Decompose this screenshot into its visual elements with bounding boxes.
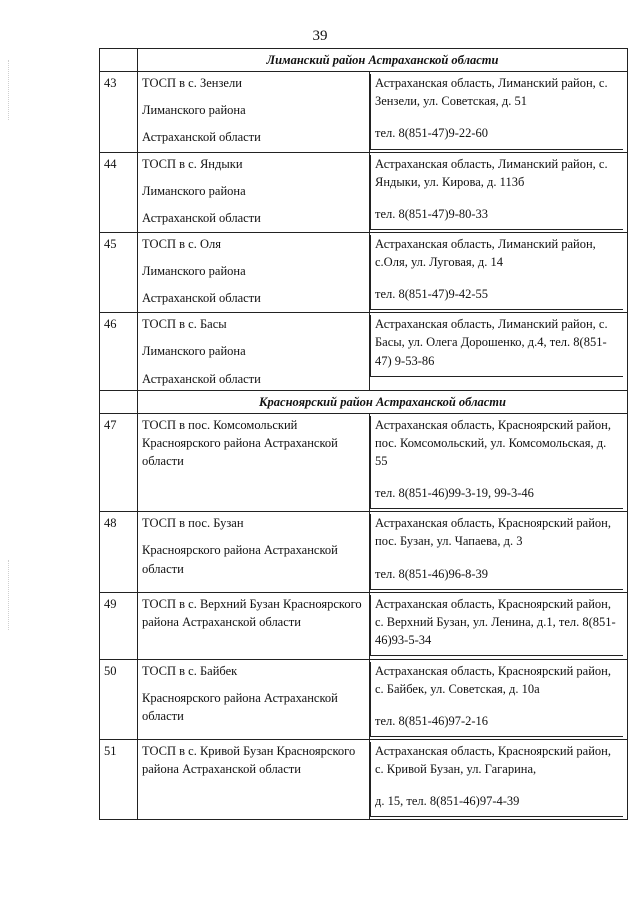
row-number: 50 [100, 659, 138, 739]
office-name-line: ТОСП в с. Байбек [142, 663, 238, 678]
address-text: Астраханская область, Лиманский район, с. Зензели, ул. Советская, д. 51 [375, 76, 608, 109]
office-name-cell [138, 592, 370, 659]
office-name-cell [138, 659, 370, 739]
office-name-line: ТОСП в с. Верхний Бузан Красноярского района Астраханской области [142, 596, 362, 629]
address-box [370, 315, 623, 376]
address-text: Астраханская область, Красноярский район, с. Кривой Бузан, ул. Гагарина, [375, 744, 611, 777]
address-box [370, 514, 623, 589]
office-name-cell [138, 740, 370, 820]
office-name-line: Лиманского района [142, 183, 246, 198]
phone-text: тел. 8(851-47)9-42-55 [375, 287, 489, 302]
phone-text: тел. 8(851-46)99-3-19, 99-3-46 [375, 486, 534, 501]
row-number: 44 [100, 152, 138, 232]
office-name-line: Красноярского района Астраханской области [142, 543, 338, 576]
phone-text: д. 15, тел. 8(851-46)97-4-39 [375, 794, 520, 809]
office-name-line: Лиманского района [142, 344, 246, 359]
row-number: 47 [100, 413, 138, 512]
office-name-line: Лиманского района [142, 264, 246, 278]
address-text: Астраханская область, Лиманский район, с. Басы, ул. Олега Дорошенко, д.4, тел. 8(851-47) 9-53-86 [375, 317, 608, 368]
table-row [100, 232, 628, 312]
section-header-row [100, 390, 628, 413]
office-name-cell [138, 413, 370, 512]
address-box [370, 74, 623, 149]
address-box [370, 662, 623, 737]
section-header-num-cell [100, 49, 138, 72]
phone-text: тел. 8(851-46)96-8-39 [375, 566, 489, 581]
address-text: Астраханская область, Лиманский район, с.Оля, ул. Луговая, д. 14 [375, 236, 596, 269]
row-number: 43 [100, 72, 138, 152]
section-header-row [100, 49, 628, 72]
table-row [100, 313, 628, 390]
row-number: 49 [100, 592, 138, 659]
office-name-cell [138, 152, 370, 232]
address-box [370, 155, 623, 230]
office-name-cell [138, 512, 370, 592]
office-name-line: Астраханской области [142, 130, 261, 145]
row-number: 46 [100, 313, 138, 390]
margin-scan-marks-lower [8, 560, 11, 630]
row-number: 45 [100, 232, 138, 312]
address-cell [370, 72, 628, 152]
address-cell [370, 413, 628, 512]
row-number: 48 [100, 512, 138, 592]
address-box [370, 595, 623, 656]
table-row [100, 740, 628, 820]
table-row [100, 152, 628, 232]
address-cell [370, 152, 628, 232]
phone-text: тел. 8(851-46)97-2-16 [375, 713, 489, 728]
office-name-line: Красноярского района Астраханской области [142, 690, 338, 723]
address-text: Астраханская область, Красноярский район, пос. Комсомольский, ул. Комсомольская, д. 55 [375, 417, 611, 468]
address-text: Астраханская область, Лиманский район, с. Яндыки, ул. Кирова, д. 113б [375, 156, 608, 189]
office-name-line: ТОСП в с. Кривой Бузан Красноярского района Астраханской области [142, 744, 356, 777]
address-text: Астраханская область, Красноярский район, с. Байбек, ул. Советская, д. 10а [375, 663, 611, 696]
office-name-cell [138, 313, 370, 390]
phone-text: тел. 8(851-47)9-80-33 [375, 206, 489, 221]
office-name-cell [138, 232, 370, 312]
table-row [100, 413, 628, 512]
office-name-line: Астраханской области [142, 291, 261, 306]
address-cell [370, 740, 628, 820]
office-name-line: Лиманского района [142, 103, 246, 118]
address-cell [370, 313, 628, 390]
office-name-line: ТОСП в пос. Бузан [142, 516, 244, 531]
office-name-line: ТОСП в с. Басы [142, 317, 227, 332]
table-row [100, 72, 628, 152]
table-row [100, 592, 628, 659]
registry-table [99, 48, 628, 820]
address-box [370, 742, 623, 817]
address-box [370, 235, 623, 310]
office-name-line: ТОСП в с. Яндыки [142, 156, 243, 171]
phone-text: тел. 8(851-47)9-22-60 [375, 126, 489, 141]
office-name-line: ТОСП в с. Зензели [142, 76, 242, 91]
table-row [100, 659, 628, 739]
office-name-line: ТОСП в с. Оля [142, 236, 221, 251]
address-text: Астраханская область, Красноярский район, пос. Бузан, ул. Чапаева, д. 3 [375, 516, 611, 549]
section-header-num-cell [100, 390, 138, 413]
section-title: Лиманский район Астраханской области [138, 49, 628, 72]
section-title: Красноярский район Астраханской области [138, 390, 628, 413]
office-name-cell [138, 72, 370, 152]
table-row [100, 512, 628, 592]
office-name-line: ТОСП в пос. Комсомольский Красноярского района Астраханской области [142, 417, 338, 468]
registry-body [100, 49, 628, 820]
address-cell [370, 659, 628, 739]
row-number: 51 [100, 740, 138, 820]
address-box [370, 416, 623, 510]
office-name-line: Астраханской области [142, 210, 261, 225]
address-cell [370, 232, 628, 312]
margin-scan-marks [8, 60, 11, 120]
office-name-line: Астраханской области [142, 371, 261, 386]
address-cell [370, 512, 628, 592]
address-text: Астраханская область, Красноярский район, с. Верхний Бузан, ул. Ленина, д.1, тел. 8(851-46)93-5-34 [375, 596, 616, 647]
page-number: 39 [312, 28, 328, 44]
address-cell [370, 592, 628, 659]
